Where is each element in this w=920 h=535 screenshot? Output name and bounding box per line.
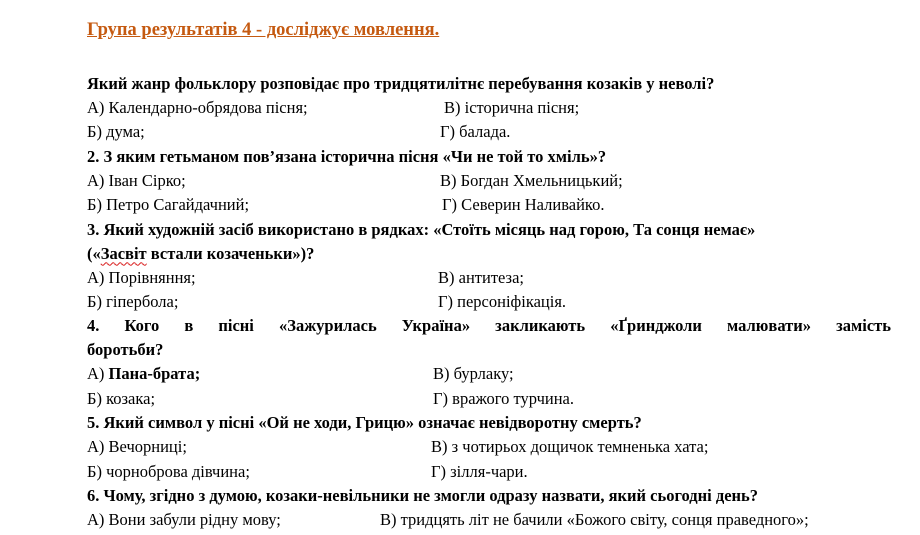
question-6-option-a: А) Вони забули рідну мову; xyxy=(87,509,281,529)
question-1-options-row-2 xyxy=(87,120,891,144)
question-5-option-a: А) Вечорниці; xyxy=(87,437,187,457)
question-3-text-rest: встали козаченьки»)? xyxy=(146,243,315,263)
question-3-options-row-2 xyxy=(87,290,891,314)
question-1-text: Який жанр фольклору розповідає про тридцятилітнє перебування козаків у неволі? xyxy=(87,74,715,93)
question-2-option-g: Г) Северин Наливайко. xyxy=(442,195,605,215)
question-2-option-v: В) Богдан Хмельницький; xyxy=(440,170,623,190)
question-4-text-line-1: 4. Кого в пісні «Зажурилась Україна» закликають «Ґринджоли малювати» замість xyxy=(87,316,891,336)
question-4-option-v: В) бурлаку; xyxy=(433,364,514,384)
question-4-option-a xyxy=(87,362,200,386)
question-4-option-b: Б) козака; xyxy=(87,388,156,408)
question-2-option-a: А) Іван Сірко; xyxy=(87,170,186,190)
question-4-option-a-prefix: А) xyxy=(87,364,109,384)
question-3-text-line-1: 3. Який художній засіб використано в рядках: «Стоїть місяць над горою, Та сонця немає» xyxy=(87,219,756,239)
question-3-option-a: А) Порівняння; xyxy=(87,267,196,287)
question-4-option-g: Г) вражого турчина. xyxy=(433,388,574,408)
question-6-options-row-1 xyxy=(87,508,891,532)
question-5-option-g: Г) зілля-чари. xyxy=(431,461,528,481)
question-1-option-v: В) історична пісня; xyxy=(444,98,580,117)
question-5-text: 5. Який символ у пісні «Ой не ходи, Грицю» означає невідворотну смерть? xyxy=(87,413,642,433)
question-1-option-b: Б) дума; xyxy=(87,122,145,142)
question-2-text: 2. З яким гетьманом пов’язана історична пісня «Чи не той то хміль»? xyxy=(87,146,607,166)
question-1-options-row-1 xyxy=(87,96,891,120)
question-3-text-line-2 xyxy=(87,242,891,266)
blank-line xyxy=(87,46,891,72)
question-1-option-g: Г) балада. xyxy=(440,122,511,142)
question-3-options-row-1 xyxy=(87,266,891,290)
question-2-options-row-1 xyxy=(87,169,891,193)
question-4-text-line-2: боротьби? xyxy=(87,340,164,360)
question-3-open-quote: (« xyxy=(87,243,101,263)
question-2-option-b: Б) Петро Сагайдачний; xyxy=(87,195,250,215)
document-page xyxy=(87,14,891,532)
question-4-options-row-2 xyxy=(87,387,891,411)
question-5-options-row-1 xyxy=(87,435,891,459)
question-1-option-a: А) Календарно-обрядова пісня; xyxy=(87,98,308,117)
spellcheck-flagged-word: Засвіт xyxy=(100,243,147,263)
question-2-options-row-2 xyxy=(87,193,891,217)
question-4-option-a-answer: Пана-брата; xyxy=(108,364,201,384)
results-group-heading: Група результатів 4 - досліджує мовлення. xyxy=(87,20,440,40)
question-3-option-g: Г) персоніфікація. xyxy=(438,291,567,311)
question-3-option-v: В) антитеза; xyxy=(438,267,524,287)
question-6-text: 6. Чому, згідно з думою, козаки-невільники не змогли одразу назвати, який сьогодні день? xyxy=(87,485,759,505)
question-5-options-row-2 xyxy=(87,460,891,484)
question-6-option-v: В) тридцять літ не бачили «Божого світу, сонця праведного»; xyxy=(380,509,809,529)
question-3-option-b: Б) гіпербола; xyxy=(87,291,179,311)
question-4-options-row-1 xyxy=(87,362,891,386)
question-5-option-v: В) з чотирьох дощичок темненька хата; xyxy=(431,437,709,457)
question-5-option-b: Б) чорноброва дівчина; xyxy=(87,461,250,481)
